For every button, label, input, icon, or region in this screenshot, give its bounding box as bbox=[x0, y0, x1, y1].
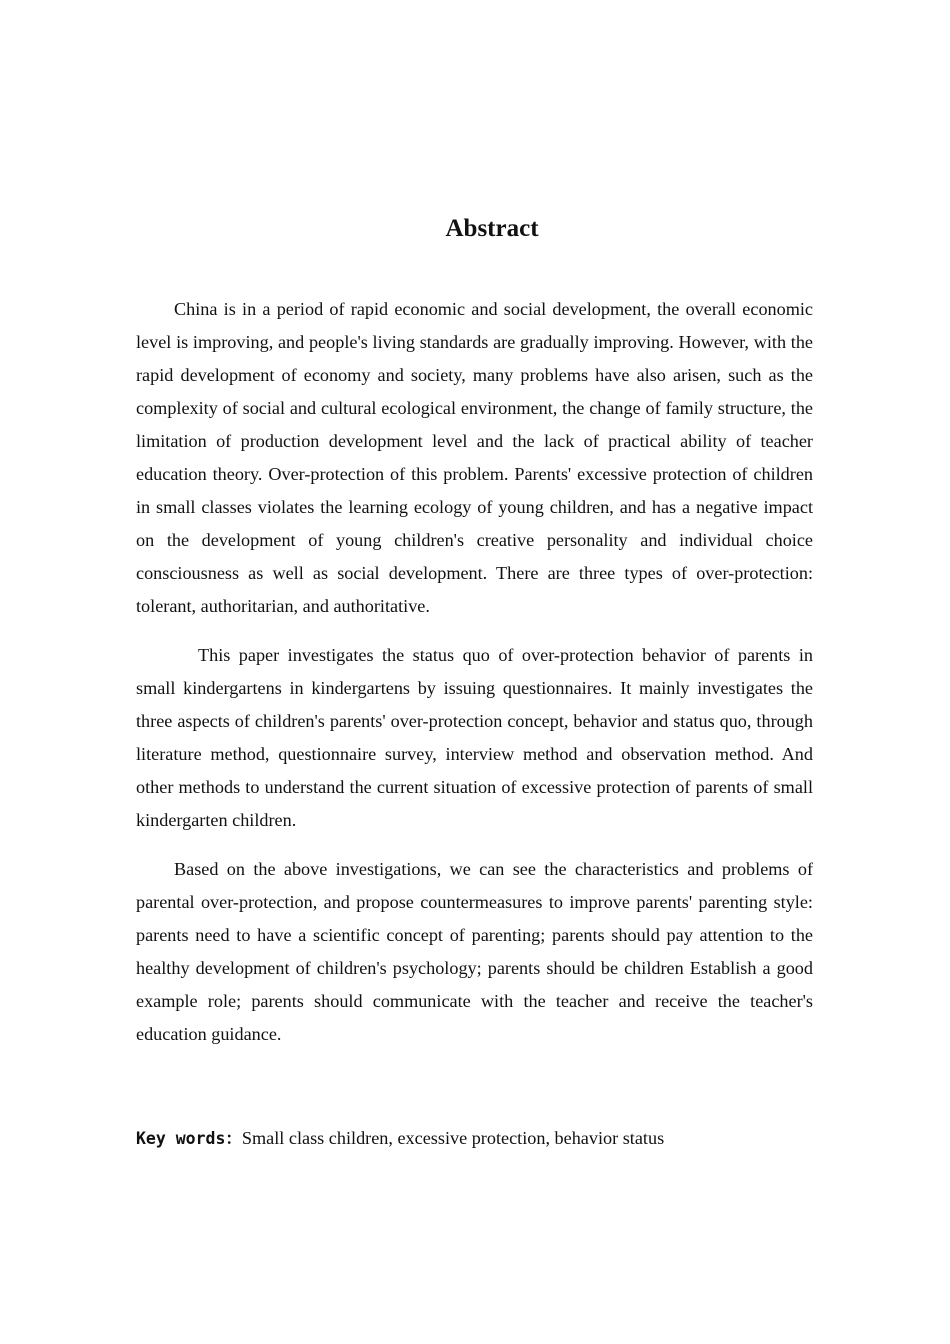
keywords-line bbox=[136, 1122, 836, 1155]
abstract-body bbox=[136, 293, 813, 1067]
keywords-text: Small class children, excessive protection, behavior status bbox=[241, 1128, 665, 1148]
abstract-paragraph-1: China is in a period of rapid economic and social development, the overall economic level is improving, and people's living standards are gradually improving. However, with the rapid development of economy and society, many problems have also arisen, such as the complexity of social and cultural ecological environment, the change of family structure, the limitation of production development level and the lack of practical ability of teacher education theory. Over-protection of this problem. Parents' excessive protection of children in small classes violates the learning ecology of young children, and has a negative impact on the development of young children's creative personality and individual choice consciousness as well as social development. There are three types of over-protection: tolerant, authoritarian, and authoritative. bbox=[136, 299, 813, 616]
page-title: Abstract bbox=[445, 215, 539, 242]
abstract-paragraph-2: This paper investigates the status quo of over-protection behavior of parents in small kindergartens in kindergartens by issuing questionnaires. It mainly investigates the three aspects of children's parents' over-protection concept, behavior and status quo, through literature method, questionnaire survey, interview method and observation method. And other methods to understand the current situation of excessive protection of parents of small kindergarten children. bbox=[136, 645, 813, 830]
abstract-paragraph-3: Based on the above investigations, we can see the characteristics and problems of parental over-protection, and propose countermeasures to improve parents' parenting style: parents need to have a scientific concept of parenting; parents should pay attention to the healthy development of children's psychology; parents should be children Establish a good example role; parents should communicate with the teacher and receive the teacher's education guidance. bbox=[136, 859, 813, 1044]
keywords-label: Key words： bbox=[136, 1129, 242, 1148]
